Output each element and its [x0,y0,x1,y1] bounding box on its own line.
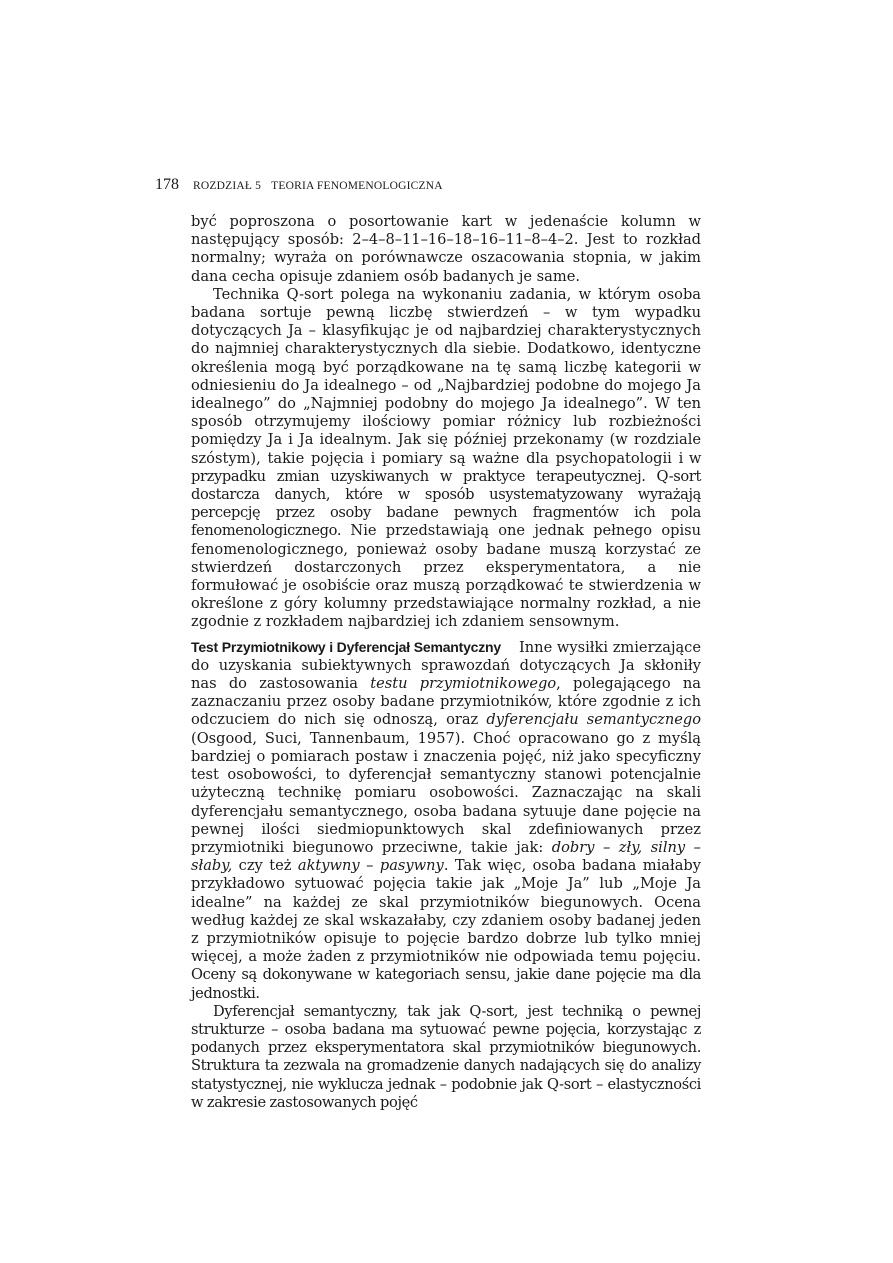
section-italic-3: dobry – zły, silny – słaby, [191,838,701,875]
paragraph-2-part-3: Nie przedstawiają one jednak pełnego opisu fenomenologicznego, ponieważ osoby badane muszą korzystać ze stwierdzeń dostarczonych przez eksperymentatora, a nie formułować je osobiście oraz muszą porządkować te stwierdzenia w określone z góry kolumny przedstawiające normalny rozkład, a nie zgodnie z rozkładem najbardziej ich zdaniem sensownym. [191,522,701,631]
section-text-2: , polegającego na zaznaczaniu przez osoby badane przymiotników, które zgodnie z ich odczuciem do nich się odnoszą, oraz [191,675,701,729]
section-text-4: czy też [232,857,298,875]
paragraph-2-part-2: i w przypadku zmian uzyskiwanych w praktyce terapeutycznej. Q-sort dostarcza danych, które w sposób usystematyzowany wyrażają percepcję przez osoby badane pewnych fragmentów ich pola fenomenologicznego. [191,449,701,540]
section-text-6: Oceny są dokonywane w kategoriach sensu, jakie dane pojęcie ma dla jednostki. [191,966,701,1002]
section-italic-2: dyferencjału semantycznego [486,711,701,729]
running-header [155,176,715,198]
page-body [191,213,701,1112]
paragraph-1: być poproszona o posortowanie kart w jedenaście kolumn w następujący sposób: 2–4–8–11–16–18–16–11–8–4–2. Jest to rozkład normalny; wyraża on porównawcze oszacowania stopnia, w jakim dana cecha opisuje zdaniem osób badanych je same. [191,213,701,285]
section-text-3: (Osgood, Suci, Tannenbaum, 1957). Choć opracowano go z myślą bardziej o pomiarach postaw i znaczenia pojęć, niż jako specyficzny test osobowości, to dyferencjał semantyczny stanowi potencjalnie użyteczną technikę pomiaru osobowości. Zaznaczając na skali dyferencjału semantycznego, osoba badana sytuuje dane pojęcie na pewnej ilości siedmiopunktowych skal zdefiniowanych przez przymiotniki biegunowo przeciwne, takie jak: [191,729,701,856]
paragraph-2 [191,286,701,632]
paragraph-4: Dyferencjał semantyczny, tak jak Q-sort, jest techniką o pewnej strukturze – osoba badana ma sytuować pewne pojęcia, korzystając z podanych przez eksperymentatora skal przymiotników biegunowych. Struktura ta zezwala na gromadzenie danych nadających się do analizy statystycznej, nie wyklucza jednak – podobnie jak Q-sort – elastyczności w zakresie zastosowanych pojęć [191,1002,701,1111]
section-italic-4: aktywny – pasywny [297,857,444,875]
section-italic-1: testu przymiotnikowego [370,675,557,693]
paragraph-2-part-1: Technika Q-sort polega na wykonaniu zadania, w którym osoba badana sortuje pewną liczbę stwierdzeń – w tym wypadku dotyczących Ja – klasyfikując je od najbardziej charakterystycznych do najmniej charakterystycznych dla siebie. Dodatkowo, identyczne określenia mogą być porządkowane na tę samą liczbę kategorii w odniesieniu do Ja idealnego – od „Najbardziej podobne do mojego Ja idealnego” do „Najmniej podobny do mojego Ja idealnego”. W ten sposób otrzymujemy ilościowy pomiar różnicy lub rozbieżności pomiędzy Ja i Ja idealnym. Jak się później przekonamy (w rozdziale szóstym), takie pojęcia i pomiary są ważne dla psychopatologii [191,285,701,467]
section-text-5: . Tak więc, osoba badana miałaby przykładowo sytuować pojęcia takie jak „Moje Ja” lub „Moje Ja idealne” na każdej ze skal przymiotników biegunowych. Ocena według każdej ze skal wskazałaby, czy zdaniem osoby badanej jeden z przymiotników opisuje to pojęcie bardzo dobrze lub tylko mniej więcej, a może żaden z przymiotników nie odpowiada temu pojęciu. [191,857,701,966]
section-paragraph [191,638,701,1003]
chapter-label: ROZDZIAŁ 5 [193,180,262,192]
section-text-1: Inne wysiłki zmierzające do uzyskania subiektywnych sprawozdań dotyczących Ja skłoniły nas do zastosowania [191,638,701,693]
chapter-title: TEORIA FENOMENOLOGICZNA [271,180,443,192]
page-number: 178 [155,176,179,193]
section-heading: Test Przymiotnikowy i Dyferencjał Semantyczny [191,638,501,655]
